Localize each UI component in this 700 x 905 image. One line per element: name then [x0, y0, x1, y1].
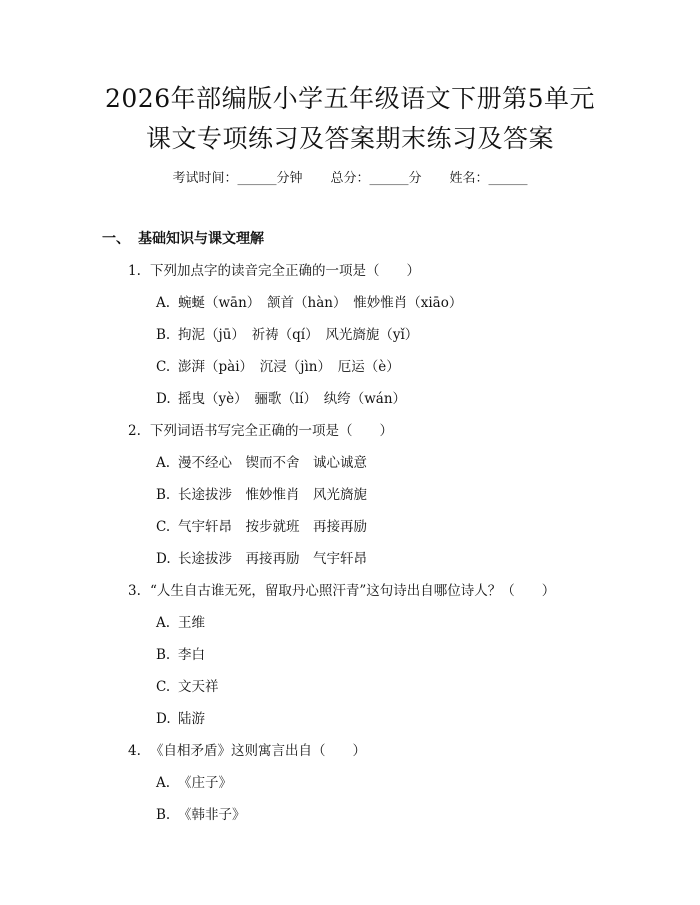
- option-text: 王维: [178, 615, 205, 631]
- option-text: 《韩非子》: [178, 807, 246, 823]
- option-text: 气宇轩昂 按步就班 再接再励: [178, 519, 367, 535]
- question-1: [128, 262, 420, 280]
- page-title-line-1: 2026年部编版小学五年级语文下册第5单元: [104, 84, 596, 113]
- question-text: 下列加点字的读音完全正确的一项是（ ）: [150, 263, 420, 279]
- question-1-option-a: [156, 294, 462, 312]
- section-title: 基础知识与课文理解: [138, 231, 264, 247]
- option-text: 《庄子》: [178, 775, 232, 791]
- option-letter: A.: [156, 295, 171, 311]
- total-score-field: 总分：______分: [330, 171, 422, 186]
- option-text: 长途拔涉 再接再励 气宇轩昂: [178, 551, 367, 567]
- question-text: 下列词语书写完全正确的一项是（ ）: [150, 423, 393, 439]
- question-3-option-b: [156, 646, 205, 664]
- question-number: 4.: [128, 743, 141, 759]
- question-number: 2.: [128, 423, 141, 439]
- question-3-option-a: [156, 614, 205, 632]
- page-title-line-2: 课文专项练习及答案期末练习及答案: [145, 124, 554, 153]
- question-4: [128, 742, 366, 760]
- option-letter: B.: [156, 647, 171, 663]
- option-text: 摇曳（yè） 骊歌（lí） 纨绔（wán）: [178, 391, 407, 407]
- exam-time-field: 考试时间：______分钟: [172, 171, 303, 186]
- option-text: 拘泥（jū） 祈祷（qí） 风光旖旎（yǐ）: [178, 327, 419, 343]
- student-name-field: 姓名：______: [449, 171, 528, 186]
- section-number: 一、: [102, 231, 130, 247]
- option-letter: B.: [156, 487, 171, 503]
- option-text: 长途拔涉 惟妙惟肖 风光旖旎: [178, 487, 367, 503]
- question-number: 3.: [128, 583, 141, 599]
- question-3-option-d: [156, 710, 205, 728]
- option-letter: D.: [156, 711, 171, 727]
- option-text: 文天祥: [178, 679, 219, 695]
- question-2: [128, 422, 393, 440]
- question-number: 1.: [128, 263, 141, 279]
- option-text: 漫不经心 锲而不舍 诚心诚意: [178, 455, 367, 471]
- option-text: 李白: [178, 647, 205, 663]
- option-letter: C.: [156, 519, 171, 535]
- question-1-option-b: [156, 326, 418, 344]
- option-letter: C.: [156, 679, 171, 695]
- question-4-option-b: [156, 806, 246, 824]
- question-2-option-a: [156, 454, 367, 472]
- question-3: [128, 582, 555, 600]
- option-text: 蜿蜒（wān） 颔首（hàn） 惟妙惟肖（xiāo）: [178, 295, 463, 311]
- option-text: 陆游: [178, 711, 205, 727]
- question-text: 《自相矛盾》这则寓言出自（ ）: [150, 743, 366, 759]
- option-letter: A.: [156, 775, 171, 791]
- question-2-option-c: [156, 518, 367, 536]
- section-heading: [102, 230, 264, 248]
- option-letter: C.: [156, 359, 171, 375]
- option-letter: B.: [156, 807, 171, 823]
- option-text: 澎湃（pài） 沉浸（jìn） 厄运（è）: [178, 359, 400, 375]
- option-letter: D.: [156, 551, 171, 567]
- exam-meta: [0, 170, 700, 188]
- option-letter: B.: [156, 327, 171, 343]
- option-letter: A.: [156, 615, 171, 631]
- option-letter: D.: [156, 391, 171, 407]
- question-text: “人生自古谁无死，留取丹心照汗青”这句诗出自哪位诗人？（ ）: [150, 583, 556, 599]
- question-1-option-d: [156, 390, 406, 408]
- question-2-option-b: [156, 486, 367, 504]
- question-3-option-c: [156, 678, 219, 696]
- option-letter: A.: [156, 455, 171, 471]
- question-4-option-a: [156, 774, 232, 792]
- question-2-option-d: [156, 550, 367, 568]
- question-1-option-c: [156, 358, 400, 376]
